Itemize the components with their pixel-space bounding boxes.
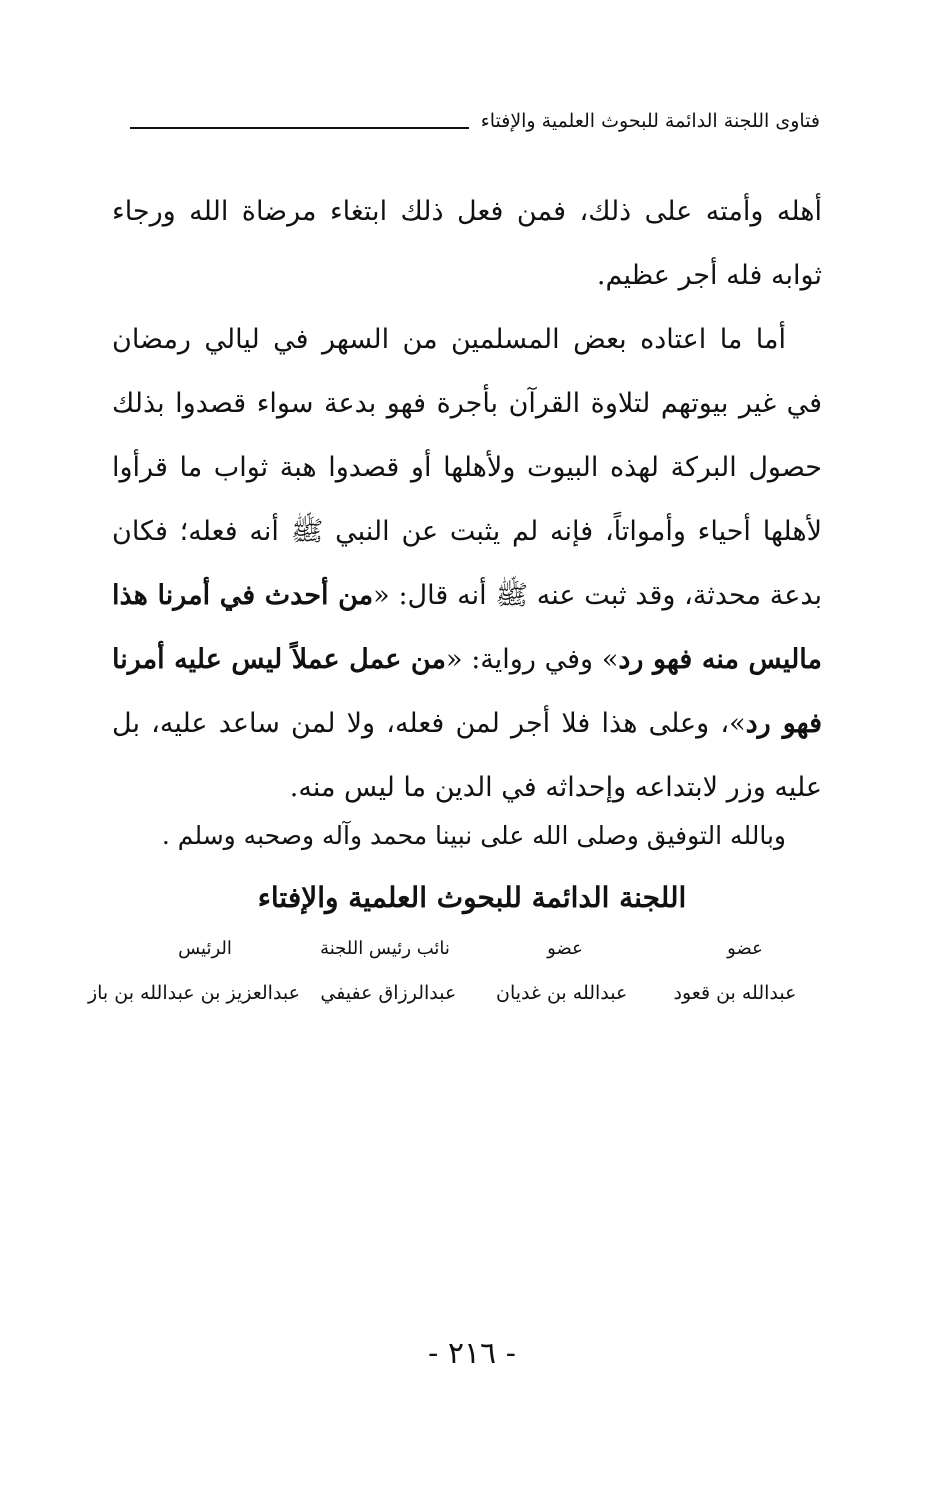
signatory-role: عضو [727,938,763,959]
paragraph-2-text-a: أما ما اعتاده بعض المسلمين من السهر في ليالي رمضان في غير بيوتهم لتلاوة القرآن بأجرة فهو بدعة سواء قصدوا بذلك حصول البركة لهذه البيوت ولأهلها أو قصدوا هبة ثواب ما قرأوا لأهلها أحياء وأمواتاً، فإنه لم يثبت عن النبي ﷺ أنه فعله؛ فكان بدعة محدثة، وقد ثبت عنه ﷺ أنه قال: « [112,324,823,611]
hadith-quote-2: من عمل عملاً ليس عليه أمرنا فهو رد [112,644,823,739]
running-header-title: فتاوى اللجنة الدائمة للبحوث العلمية والإفتاء [480,110,820,132]
signatory-role: عضو [547,938,583,959]
signatory-role: نائب رئيس اللجنة [320,938,450,959]
page-number: - ٢١٦ - [428,1336,516,1371]
signatory-name: عبدالله بن قعود [673,982,797,1004]
running-header [130,110,820,132]
signatory-roles [130,938,820,959]
signatory-name: عبدالرزاق عفيفي [320,982,457,1004]
signatory-names [87,982,820,1004]
signatory-name: عبدالعزيز بن عبدالله بن باز [87,982,301,1004]
header-rule [130,127,469,129]
hadith-quote-1: من أحدث في أمرنا هذا ماليس منه فهو رد [112,580,822,675]
committee-title: اللجنة الدائمة للبحوث العلمية والإفتاء [257,881,687,914]
paragraph-2 [112,308,822,820]
paragraph-2-text-b: » وفي رواية: « [445,644,619,675]
signatory-name: عبدالله بن غديان [495,982,628,1004]
signatory-role: الرئيس [178,938,232,959]
fatwa-body [112,180,822,820]
paragraph-2-text-c: »، وعلى هذا فلا أجر لمن فعله، ولا لمن ساعد عليه، بل عليه وزر لابتداعه وإحداثه في الدين ما ليس منه. [112,708,822,803]
paragraph-1: أهله وأمته على ذلك، فمن فعل ذلك ابتغاء مرضاة الله ورجاء ثوابه فله أجر عظيم. [112,196,822,291]
closing-line: وبالله التوفيق وصلى الله على نبينا محمد وآله وصحبه وسلم . [161,821,786,850]
